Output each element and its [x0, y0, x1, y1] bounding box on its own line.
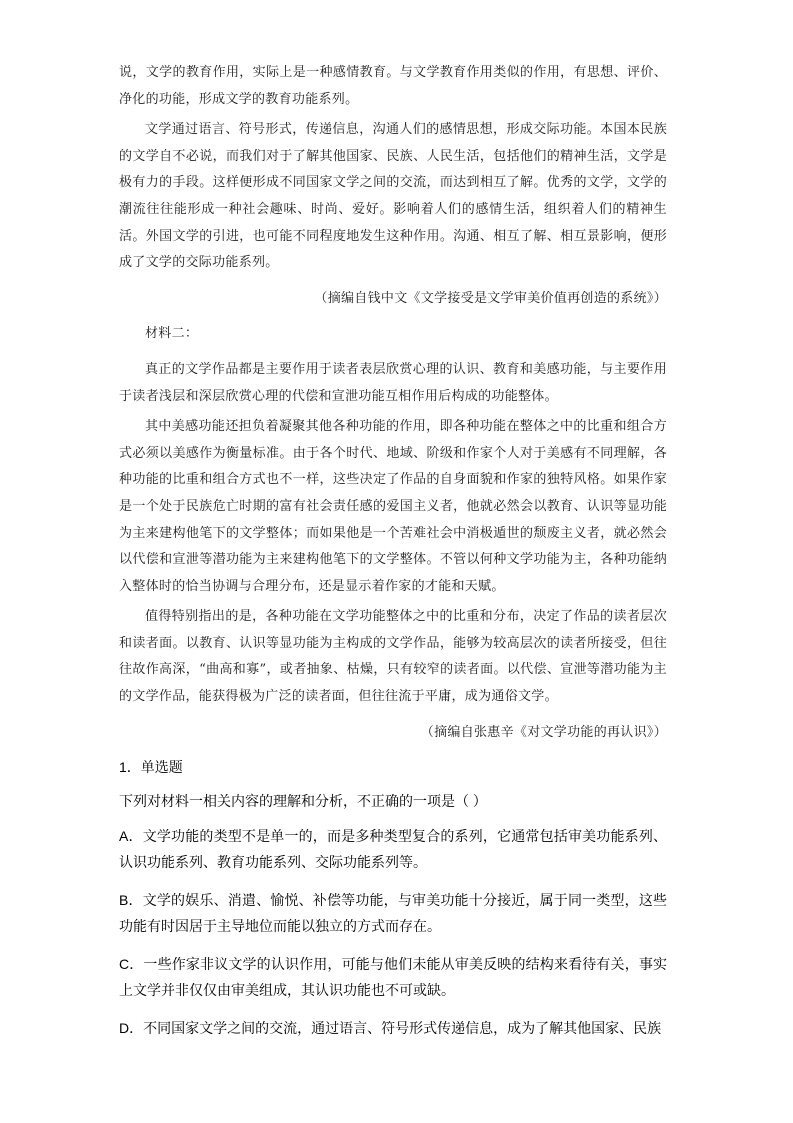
reading-passage — [119, 60, 667, 755]
question-stem: 下列对材料一相关内容的理解和分析，不正确的一项是（ ） — [119, 793, 487, 809]
answer-option-c: C．一些作家非议文学的认识作用，可能与他们未能从审美反映的结构来看待有关，事实上文学并非仅仅由审美组成，其认识功能也不可或缺。 — [119, 956, 667, 998]
passage-paragraph: 真正的文学作品都是主要作用于读者表层欣赏心理的认识、教育和美感功能，与主要作用于读者浅层和深层欣赏心理的代偿和宣泄功能互相作用后构成的功能整体。 — [119, 361, 667, 404]
material-label: 材料二： — [145, 326, 199, 342]
source-citation: （摘编自钱中文《文学接受是文学审美价值再创造的系统》） — [314, 290, 667, 306]
answer-option-a: A．文学功能的类型不是单一的，而是多种类型复合的系列，它通常包括审美功能系列、认识功能系列、教育功能系列、交际功能系列等。 — [119, 828, 667, 870]
question-number: 1．单选题 — [119, 759, 183, 775]
passage-paragraph: 其中美感功能还担负着凝聚其他各种功能的作用，即各种功能在整体之中的比重和组合方式必须以美感作为衡量标准。由于各个时代、地域、阶级和作家个人对于美感有不同理解，各种功能的比重和组合方式也不一样，这些决定了作品的自身面貌和作家的独特风格。如果作家是一个处于民族危亡时期的富有社会责任感的爱国主义者，他就必然会以教育、认识等显功能为主来建构他笔下的文学整体；而如果他是一个苦难社会中消极遁世的颓废主义者，就必然会以代偿和宣泄等潜功能为主来建构他笔下的文学整体。不管以何种文学功能为主，各种功能纳入整体时的恰当协调与合理分布，还是显示着作家的才能和天赋。 — [119, 419, 667, 594]
passage-paragraph: 值得特别指出的是，各种功能在文学功能整体之中的比重和分布，决定了作品的读者层次和读者面。以教育、认识等显功能为主构成的文学作品，能够为较高层次的读者所接受，但往往故作高深，“曲高和寡”，或者抽象、枯燥，只有较窄的读者面。以代偿、宣泄等潜功能为主的文学作品，能获得极为广泛的读者面，但往往流于平庸，成为通俗文学。 — [119, 609, 667, 705]
question-block — [119, 757, 667, 1053]
source-citation: （摘编自张惠辛《对文学功能的再认识》） — [420, 724, 667, 740]
answer-option-d: D．不同国家文学之间的交流，通过语言、符号形式传递信息，成为了解其他国家、民族 — [119, 1020, 662, 1036]
passage-paragraph: 说，文学的教育作用，实际上是一种感情教育。与文学教育作用类似的作用，有思想、评价、净化的功能，形成文学的教育功能系列。 — [119, 65, 667, 107]
answer-option-b: B．文学的娱乐、消遣、愉悦、补偿等功能，与审美功能十分接近，属于同一类型，这些功能有时因居于主导地位而能以独立的方式而存在。 — [119, 892, 667, 934]
passage-paragraph: 文学通过语言、符号形式，传递信息，沟通人们的感情思想，形成交际功能。本国本民族的文学自不必说，而我们对于了解其他国家、民族、人民生活，包括他们的精神生活，文学是极有力的手段。这样便形成不同国家文学之间的交流，而达到相互了解。优秀的文学，文学的潮流往往能形成一种社会趣味、时尚、爱好。影响着人们的感情生活，组织着人们的精神生活。外国文学的引进，也可能不同程度地发生这种作用。沟通、相互了解、相互景影响，便形成了文学的交际功能系列。 — [119, 122, 667, 271]
